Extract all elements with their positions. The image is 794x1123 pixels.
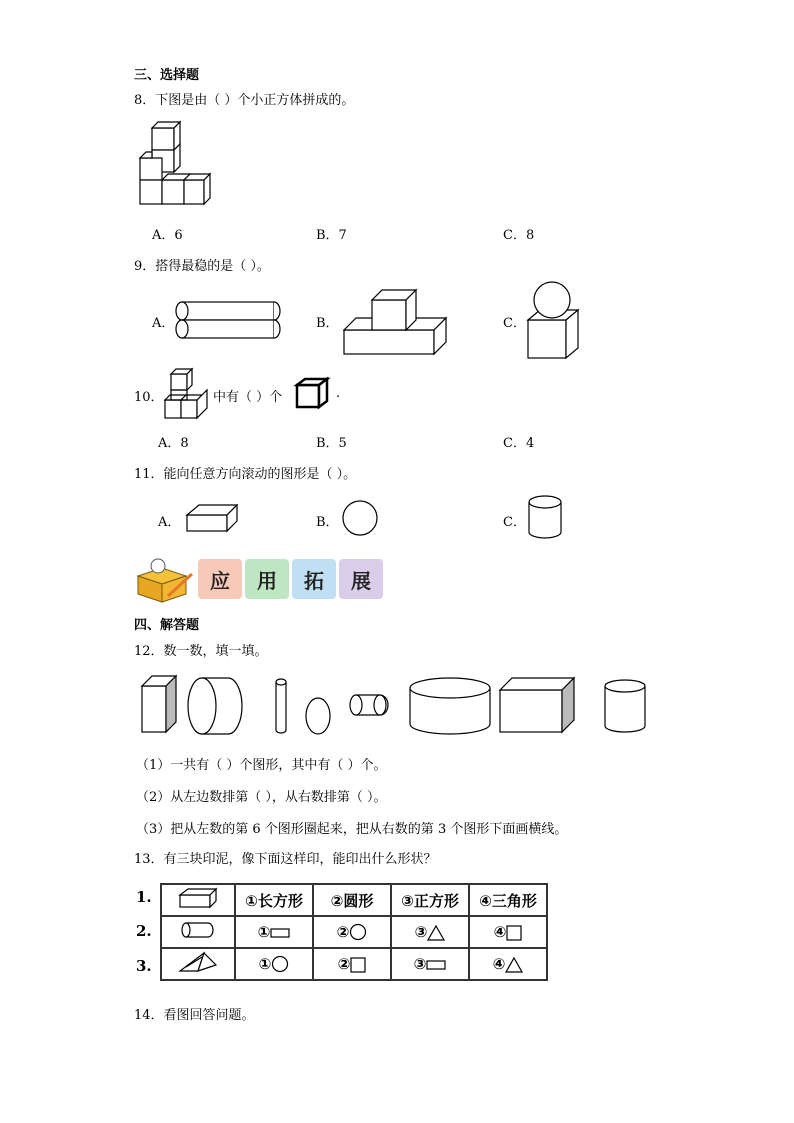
question-12: 12．数一数，填一填。 — [134, 644, 268, 659]
shapes-row-figure — [140, 672, 650, 738]
q12-sub1: （1）一共有（ ）个图形，其中有（ ）个。 — [136, 758, 387, 773]
q8-option-c[interactable]: C．8 — [503, 228, 535, 243]
triangular-prism-stamp-icon — [178, 949, 218, 975]
q12-sub3: （3）把从左数的第 6 个图形圈起来，把从右数的第 3 个图形下面画横线。 — [136, 822, 568, 837]
q8-option-a[interactable]: A．6 — [152, 228, 183, 243]
square-icon — [506, 925, 522, 941]
option-number: ④ — [493, 923, 507, 941]
option-cell[interactable] — [391, 916, 469, 948]
q12-sub2: （2）从左边数排第（ ），从右数排第（ ）。 — [136, 790, 387, 805]
q10-option-b[interactable]: B．5 — [316, 436, 347, 451]
option-cell[interactable] — [313, 916, 391, 948]
rectangle-icon — [270, 928, 290, 938]
option-cell[interactable] — [469, 916, 547, 948]
option-cell[interactable]: ③正方形 — [391, 884, 469, 916]
sphere-icon — [341, 499, 379, 537]
question-13: 13．有三块印泥，像下面这样印，能印出什么形状？ — [134, 852, 437, 867]
circle-icon — [349, 923, 367, 941]
option-cell[interactable] — [313, 948, 391, 980]
question-10-number: 10． — [134, 390, 164, 405]
stamp-table — [160, 883, 548, 981]
q9-option-b[interactable]: B． — [316, 316, 339, 331]
unit-cube-icon — [295, 377, 329, 409]
option-number: ④ — [492, 955, 506, 973]
triangle-icon — [427, 925, 445, 941]
stamp-cuboid-cell — [161, 884, 235, 916]
option-cell[interactable] — [391, 948, 469, 980]
option-cell[interactable] — [235, 948, 313, 980]
question-11: 11．能向任意方向滚动的图形是（ ）。 — [134, 467, 357, 482]
option-cell[interactable] — [235, 916, 313, 948]
cube-on-slab-icon — [342, 286, 446, 356]
question-10-end: . — [336, 386, 341, 401]
option-number: ③ — [414, 923, 428, 941]
small-cube-stack-figure — [163, 368, 211, 420]
option-cell[interactable]: ①长方形 — [235, 884, 313, 916]
banner-char-2: 用 — [245, 559, 289, 599]
row-label-2: 2. — [136, 922, 152, 940]
question-14: 14．看图回答问题。 — [134, 1008, 255, 1023]
sphere-on-cube-icon — [526, 280, 580, 362]
q11-option-c[interactable]: C． — [503, 515, 526, 530]
table-row — [161, 916, 547, 948]
cylinder-stamp-icon — [180, 921, 216, 939]
rectangle-icon — [426, 960, 446, 970]
option-number: ② — [336, 922, 350, 941]
row-label-3: 3. — [136, 957, 152, 975]
row-label-1: 1. — [136, 888, 152, 906]
option-cell[interactable] — [469, 948, 547, 980]
option-number: ① — [258, 954, 272, 973]
section-title-choice: 三、选择题 — [134, 68, 200, 83]
banner-char-4: 展 — [339, 559, 383, 599]
banner-char-3: 拓 — [292, 559, 336, 599]
q11-option-b[interactable]: B． — [316, 515, 339, 530]
q10-option-c[interactable]: C．4 — [503, 436, 535, 451]
question-10-text: 中有（ ）个 — [213, 390, 283, 405]
cylinder-icon — [527, 494, 563, 540]
option-number: ③ — [413, 955, 427, 973]
banner-char-1: 应 — [198, 559, 242, 599]
option-cell[interactable]: ②圆形 — [313, 884, 391, 916]
cuboid-icon — [185, 503, 239, 533]
question-9: 9．搭得最稳的是（ ）。 — [134, 259, 270, 274]
option-cell[interactable]: ④三角形 — [469, 884, 547, 916]
two-cylinders-icon — [176, 300, 282, 342]
square-icon — [350, 957, 366, 973]
q11-option-a[interactable]: A． — [158, 515, 181, 530]
q9-option-c[interactable]: C． — [503, 316, 526, 331]
triangle-icon — [505, 957, 523, 973]
cuboid-stamp-icon — [178, 887, 218, 909]
option-number: ② — [337, 955, 351, 973]
stamp-cylinder-cell — [161, 916, 235, 948]
table-row — [161, 948, 547, 980]
question-8: 8．下图是由（ ）个小正方体拼成的。 — [134, 93, 355, 108]
option-number: ① — [257, 923, 271, 941]
q9-option-a[interactable]: A． — [152, 316, 175, 331]
cube-stack-figure — [138, 118, 210, 210]
circle-icon — [271, 955, 289, 973]
mascot-box-icon — [132, 556, 196, 604]
table-row — [161, 884, 547, 916]
section-title-answer: 四、解答题 — [134, 618, 200, 633]
stamp-prism-cell — [161, 948, 235, 980]
q8-option-b[interactable]: B．7 — [316, 228, 347, 243]
q10-option-a[interactable]: A．8 — [158, 436, 189, 451]
